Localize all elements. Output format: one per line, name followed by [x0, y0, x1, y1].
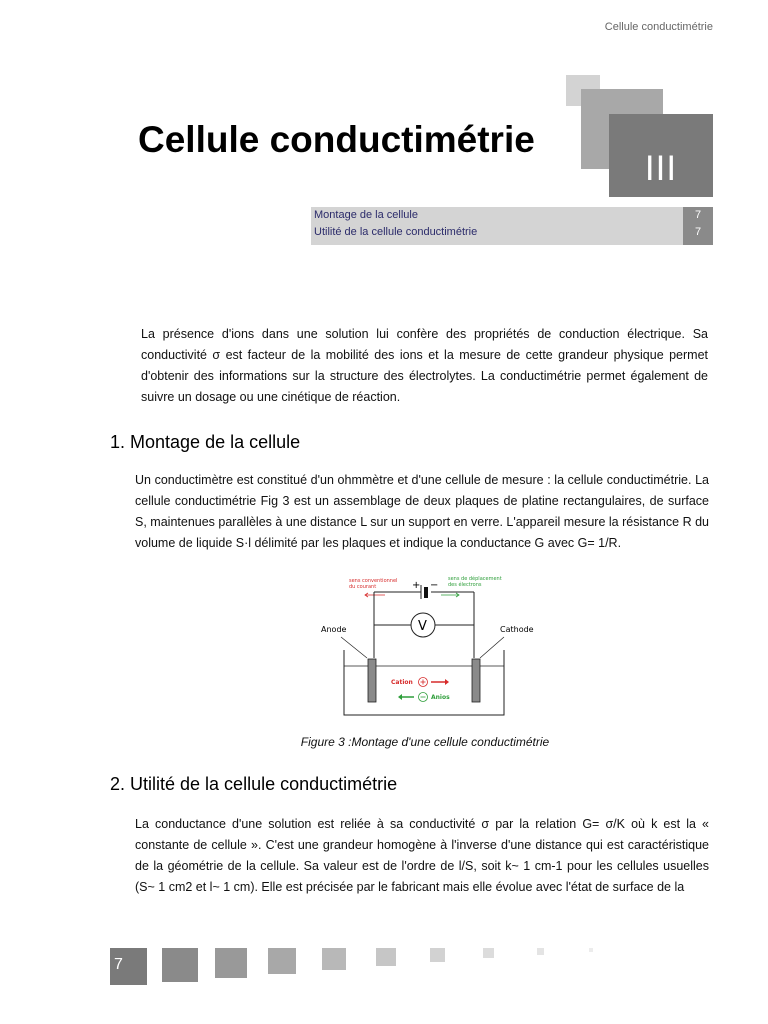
- footer-decoration-square: [589, 948, 593, 952]
- electron-direction-label: sens de déplacement: [448, 576, 502, 582]
- current-direction-label: du courant: [349, 584, 377, 590]
- toc-entry-label[interactable]: Utilité de la cellule conductimétrie: [314, 226, 478, 238]
- chapter-title: Cellule conductimétrie: [138, 119, 535, 160]
- current-direction-label: sens conventionnel: [349, 578, 398, 584]
- anion-arrow-head: [398, 694, 402, 700]
- footer-decoration-square: [162, 948, 198, 982]
- conductimetry-cell-diagram: [317, 572, 534, 720]
- voltmeter-label: V: [418, 619, 427, 634]
- cathode-plate: [472, 659, 480, 702]
- cathode-pointer: [480, 637, 504, 658]
- footer-decoration-square: [215, 948, 247, 978]
- intro-paragraph: La présence d'ions dans une solution lui confère des propriétés de conduction électrique. Sa conductivité σ est facteur de la mobilité des ions et la mesure de cette grandeur physique permet d'obtenir des informations sur la structure des électrolytes. La conductimétrie permet également de suivre un dosage ou une cinétique de réaction.: [141, 327, 708, 404]
- electron-direction-label: des électrons: [448, 582, 482, 588]
- anode-label: Anode: [321, 625, 347, 634]
- footer-decoration-square: [430, 948, 445, 962]
- footer-decoration-square: [376, 948, 396, 966]
- page-number: 7: [110, 948, 147, 985]
- toc-entry-page: 7: [683, 224, 713, 245]
- section-paragraph: Un conductimètre est constitué d'un ohmmètre et d'une cellule de mesure : la cellule conductimétrie. La cellule conductimétrie Fig 3 est un assemblage de deux plaques de platine rectangulaires, de surface S, maintenues parallèles à une distance L sur un support en verre. L'appareil mesure la résistance R du volume de liquide S·l délimité par les plaques et indique la conductance G avec G= 1/R.: [135, 473, 709, 550]
- toc-entry-page: 7: [683, 207, 713, 224]
- figure-caption: Figure 3 :Montage d'une cellule conductimétrie: [300, 735, 550, 749]
- cation-label: Cation: [391, 679, 413, 686]
- section-paragraph: La conductance d'une solution est reliée à sa conductivité σ par la relation G= σ/K où k est la « constante de cellule ». C'est une grandeur homogène à l'inverse d'une distance qui est caractéristique de la géométrie de la cellule. Sa valeur est de l'ordre de l/S, soit k~ 1 cm-1 pour les cellules usuelles (S~ 1 cm2 et l~ 1 cm). Elle est précisée par le fabricant mais elle évolue avec l'état de surface de la: [135, 817, 709, 894]
- anode-plate: [368, 659, 376, 702]
- footer-decoration-square: [483, 948, 494, 958]
- plus-sign: +: [412, 580, 421, 591]
- anode-pointer: [341, 637, 367, 658]
- chapter-number-box: [609, 114, 713, 197]
- toc-entry[interactable]: [311, 207, 713, 224]
- section-heading: 2. Utilité de la cellule conductimétrie: [110, 774, 398, 794]
- toc-entry-label[interactable]: Montage de la cellule: [314, 209, 418, 221]
- chapter-number: III: [644, 149, 678, 188]
- running-header: Cellule conductimétrie: [604, 21, 713, 33]
- battery-plate: [424, 587, 428, 598]
- anion-label: Anios: [431, 694, 450, 701]
- section-heading: 1. Montage de la cellule: [110, 432, 301, 452]
- table-of-contents: [311, 207, 713, 245]
- cation-arrow-head: [445, 679, 449, 685]
- cathode-label: Cathode: [500, 625, 534, 634]
- footer-decoration-square: [268, 948, 296, 974]
- footer-decoration-square: [537, 948, 544, 955]
- minus-sign: −: [430, 580, 439, 591]
- toc-entry[interactable]: [311, 224, 713, 241]
- footer-decoration-square: [322, 948, 346, 970]
